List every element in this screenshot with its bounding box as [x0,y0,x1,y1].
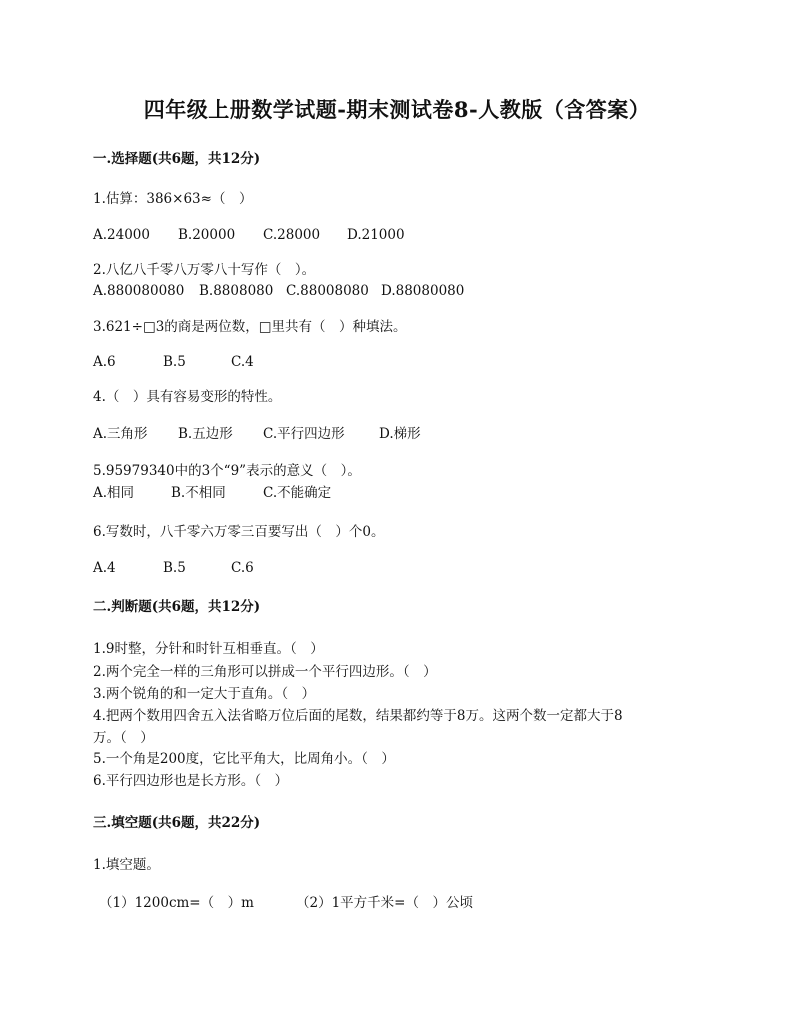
section-heading-choice: 一.选择题(共6题，共12分) [93,151,261,167]
section-heading-fill: 三.填空题(共6题，共22分) [93,815,261,831]
option-a: A.4 [93,560,116,576]
section-heading-judge: 二.判断题(共6题，共12分) [93,599,261,615]
option-c: C.平行四边形 [263,426,345,442]
question-stem: 4.（ ）具有容易变形的特性。 [93,389,282,405]
option-a: A.6 [93,354,116,370]
option-b: B.五边形 [178,426,233,442]
judge-item: 5.一个角是200度，它比平角大，比周角小。（ ） [93,751,395,767]
option-a: A.三角形 [93,426,148,442]
question-stem: 1.估算：386×63≈（ ） [93,191,253,207]
question-stem: 2.八亿八千零八万零八十写作（ ）。 [93,262,316,278]
page-title: 四年级上册数学试题-期末测试卷8-人教版（含答案） [143,97,651,122]
fill-part-1: （1）1200cm=（ ）m [99,895,254,911]
judge-item-continuation: 万。（ ） [93,730,154,746]
fill-part-2: （2）1平方千米=（ ）公顷 [296,895,473,911]
option-a: A.880080080 [93,283,185,299]
option-c: C.6 [231,560,254,576]
option-c: C.28000 [263,227,321,243]
option-d: D.88080080 [381,283,465,299]
judge-item: 3.两个锐角的和一定大于直角。（ ） [93,686,316,702]
option-c: C.4 [231,354,254,370]
option-d: D.21000 [347,227,405,243]
question-stem: 6.写数时，八千零六万零三百要写出（ ）个0。 [93,524,385,540]
option-b: B.不相同 [171,485,226,501]
option-a: A.24000 [93,227,150,243]
judge-item: 2.两个完全一样的三角形可以拼成一个平行四边形。（ ） [93,664,437,680]
question-stem: 1.填空题。 [93,857,160,873]
option-c: C.不能确定 [263,485,332,501]
option-c: C.88008080 [286,283,369,299]
option-b: B.5 [163,354,186,370]
judge-item: 6.平行四边形也是长方形。（ ） [93,773,289,789]
option-b: B.8808080 [199,283,274,299]
question-stem: 3.621÷□3的商是两位数，□里共有（ ）种填法。 [93,319,407,335]
option-b: B.5 [163,560,186,576]
question-stem: 5.95979340中的3个“9”表示的意义（ ）。 [93,463,361,479]
judge-item: 1.9时整，分针和时针互相垂直。（ ） [93,641,324,657]
option-b: B.20000 [178,227,236,243]
judge-item: 4.把两个数用四舍五入法省略万位后面的尾数，结果都约等于8万。这两个数一定都大于8 [93,708,623,724]
option-a: A.相同 [93,485,135,501]
option-d: D.梯形 [379,426,421,442]
